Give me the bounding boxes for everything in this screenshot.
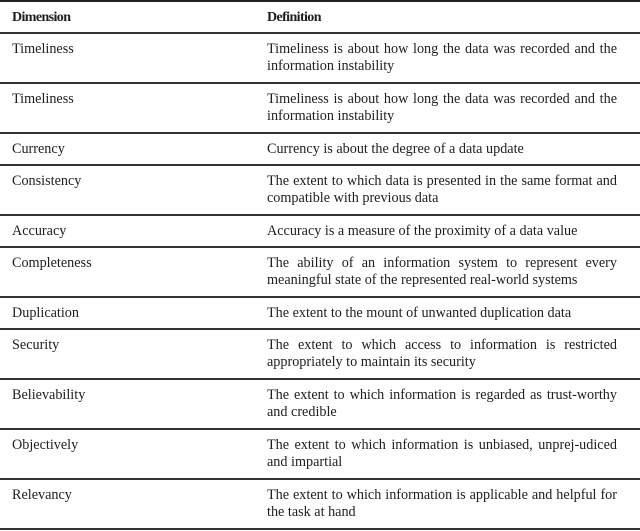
table-row xyxy=(0,380,640,430)
definition-cell: The ability of an information system to represent every meaningful state of the represented real-world systems xyxy=(267,255,617,288)
dimension-cell: Relevancy xyxy=(12,487,72,503)
table-row xyxy=(0,480,640,530)
definition-cell: Timeliness is about how long the data was recorded and the information instability xyxy=(267,91,617,124)
table-row xyxy=(0,298,640,330)
definition-cell: The extent to which information is unbiased, unprej-udiced and impartial xyxy=(267,437,617,470)
dimension-cell: Timeliness xyxy=(12,41,74,57)
table-row xyxy=(0,34,640,84)
dimension-cell: Timeliness xyxy=(12,91,74,107)
header-definition: Definition xyxy=(267,9,321,25)
dimension-cell: Consistency xyxy=(12,173,82,189)
table-row xyxy=(0,166,640,216)
table-row xyxy=(0,330,640,380)
definition-cell: Currency is about the degree of a data update xyxy=(267,141,524,157)
definition-cell: Accuracy is a measure of the proximity of a data value xyxy=(267,223,578,239)
definition-cell: The extent to which data is presented in the same format and compatible with previous data xyxy=(267,173,617,206)
table-row xyxy=(0,248,640,298)
table-header-row xyxy=(0,2,640,34)
definition-cell: The extent to which information is regarded as trust-worthy and credible xyxy=(267,387,617,420)
definition-cell: The extent to which access to information is restricted appropriately to maintain its security xyxy=(267,337,617,370)
dimension-cell: Security xyxy=(12,337,60,353)
table-row xyxy=(0,216,640,248)
table-row xyxy=(0,134,640,166)
dimension-cell: Objectively xyxy=(12,437,79,453)
header-dimension: Dimension xyxy=(12,9,71,25)
dimension-cell: Believability xyxy=(12,387,86,403)
dimension-cell: Accuracy xyxy=(12,223,67,239)
dimension-cell: Duplication xyxy=(12,305,79,321)
table-row xyxy=(0,84,640,134)
definition-cell: The extent to which information is applicable and helpful for the task at hand xyxy=(267,487,617,520)
dimension-cell: Completeness xyxy=(12,255,92,271)
definition-cell: The extent to the mount of unwanted duplication data xyxy=(267,305,572,321)
definition-cell: Timeliness is about how long the data was recorded and the information instability xyxy=(267,41,617,74)
dimension-cell: Currency xyxy=(12,141,65,157)
table-row xyxy=(0,430,640,480)
